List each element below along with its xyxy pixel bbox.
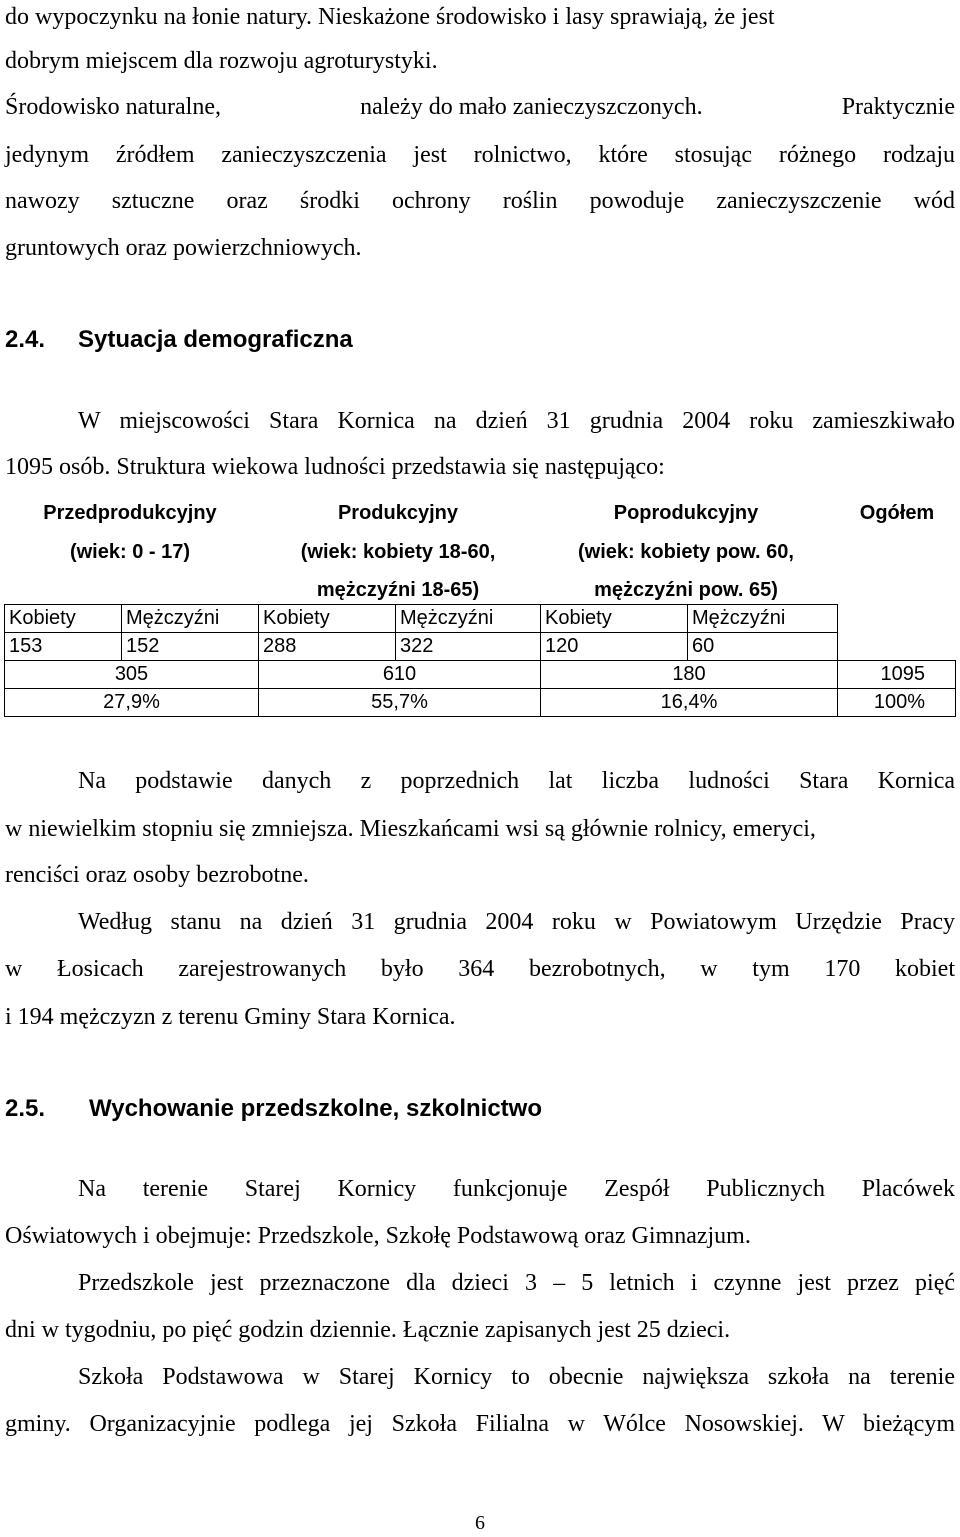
- table-cell: Kobiety: [541, 605, 688, 633]
- table-row-percents: [5, 689, 956, 717]
- group-header-preproductive: Przedprodukcyjny: [43, 502, 217, 524]
- table-cell: 322: [396, 633, 541, 661]
- table-cell-empty: [838, 605, 956, 633]
- group-header-postproductive-age-2: mężczyźni pow. 65): [594, 579, 778, 601]
- section-2-5-number: 2.5.: [5, 1095, 46, 1122]
- section-2-5-p1-line-1: Na terenie Starej Kornicy funkcjonuje Zespół Publicznych Placówek: [78, 1176, 955, 1202]
- table-cell: Mężczyźni: [122, 605, 259, 633]
- table-cell: 305: [5, 661, 259, 689]
- section-2-4-para-line-2: 1095 osób. Struktura wiekowa ludności przedstawia się następująco:: [5, 454, 665, 480]
- intro-line-4: jedynym źródłem zanieczyszczenia jest rolnictwo, które stosując różnego rodzaju: [5, 142, 955, 168]
- table-cell: Kobiety: [259, 605, 396, 633]
- after-table-p1-line-3: renciści oraz osoby bezrobotne.: [5, 862, 309, 888]
- intro-line-6: gruntowych oraz powierzchniowych.: [5, 235, 362, 261]
- table-cell: 60: [688, 633, 838, 661]
- section-2-5-p1-line-2: Oświatowych i obejmuje: Przedszkole, Szkołę Podstawową oraz Gimnazjum.: [5, 1223, 751, 1249]
- section-2-5-p3-line-1: Szkoła Podstawowa w Starej Kornicy to obecnie największa szkoła na terenie: [78, 1364, 955, 1390]
- intro-line-3: [5, 92, 955, 122]
- table-cell: 180: [541, 661, 838, 689]
- after-table-p1-line-1: Na podstawie danych z poprzednich lat liczba ludności Stara Kornica: [78, 768, 955, 794]
- table-cell: Kobiety: [5, 605, 122, 633]
- section-2-5-p2-line-1: Przedszkole jest przeznaczone dla dzieci 3 – 5 letnich i czynne jest przez pięć: [78, 1270, 955, 1296]
- section-2-5-p2-line-2: dni w tygodniu, po pięć godzin dziennie. Łącznie zapisanych jest 25 dzieci.: [5, 1317, 731, 1343]
- section-2-4-number: 2.4.: [5, 326, 46, 353]
- intro-line-1: do wypoczynku na łonie natury. Nieskażone środowisko i lasy sprawiają, że jest: [5, 4, 775, 30]
- demographic-table: [4, 604, 956, 717]
- table-row-sex-headers: [5, 605, 956, 633]
- section-2-5-p3-line-2: gminy. Organizacyjnie podlega jej Szkoła Filialna w Wólce Nosowskiej. W bieżącym: [5, 1411, 955, 1437]
- group-header-productive: Produkcyjny: [337, 502, 459, 524]
- intro-line-3-part-a: Środowisko naturalne,: [5, 94, 221, 120]
- table-cell: 1095: [838, 661, 956, 689]
- table-cell: 288: [259, 633, 396, 661]
- group-header-preproductive-age: (wiek: 0 - 17): [69, 541, 191, 563]
- after-table-p1-line-2: w niewielkim stopniu się zmniejsza. Mieszkańcami wsi są głównie rolnicy, emeryci,: [5, 816, 816, 842]
- intro-line-2: dobrym miejscem dla rozwoju agroturystyki.: [5, 48, 438, 74]
- group-header-productive-age-1: (wiek: kobiety 18-60,: [300, 541, 496, 563]
- table-cell: 55,7%: [259, 689, 541, 717]
- table-cell-empty: [838, 633, 956, 661]
- after-table-p2-line-3: i 194 mężczyzn z terenu Gminy Stara Kornica.: [5, 1004, 456, 1030]
- table-cell: Mężczyźni: [688, 605, 838, 633]
- table-cell: 610: [259, 661, 541, 689]
- section-2-5-title: Wychowanie przedszkolne, szkolnictwo: [89, 1095, 542, 1122]
- table-cell: Mężczyźni: [396, 605, 541, 633]
- group-header-total: Ogółem: [859, 502, 935, 524]
- intro-line-3-part-c: Praktycznie: [841, 94, 955, 120]
- section-2-4-title: Sytuacja demograficzna: [78, 326, 353, 353]
- group-header-postproductive-age-1: (wiek: kobiety pow. 60,: [578, 541, 794, 563]
- table-cell: 153: [5, 633, 122, 661]
- section-2-4-para-line-1: W miejscowości Stara Kornica na dzień 31 grudnia 2004 roku zamieszkiwało: [78, 408, 955, 434]
- table-cell: 100%: [838, 689, 956, 717]
- table-cell: 120: [541, 633, 688, 661]
- table-cell: 16,4%: [541, 689, 838, 717]
- intro-line-5: nawozy sztuczne oraz środki ochrony roślin powoduje zanieczyszczenie wód: [5, 188, 955, 214]
- table-cell: 152: [122, 633, 259, 661]
- group-header-productive-age-2: mężczyźni 18-65): [316, 579, 480, 601]
- table-row-totals: [5, 661, 956, 689]
- group-header-postproductive: Poprodukcyjny: [613, 502, 759, 524]
- page-number: 6: [475, 1512, 485, 1534]
- after-table-p2-line-1: Według stanu na dzień 31 grudnia 2004 roku w Powiatowym Urzędzie Pracy: [78, 909, 955, 935]
- table-cell: 27,9%: [5, 689, 259, 717]
- intro-line-3-part-b: należy do mało zanieczyszczonych.: [360, 94, 703, 120]
- table-row-counts: [5, 633, 956, 661]
- after-table-p2-line-2: w Łosicach zarejestrowanych było 364 bezrobotnych, w tym 170 kobiet: [5, 956, 955, 982]
